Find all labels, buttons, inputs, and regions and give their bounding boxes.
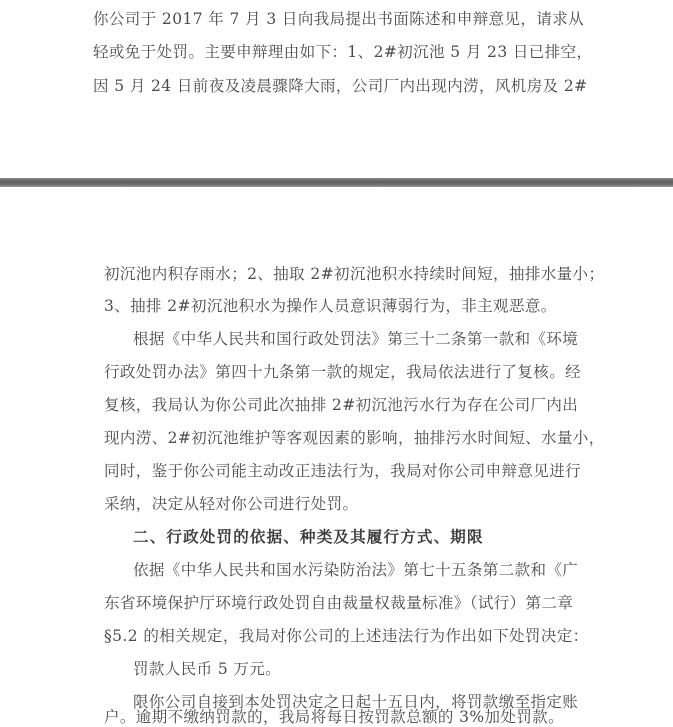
paragraph-review-line-6: 采纳，决定从轻对你公司进行处罚。 xyxy=(104,495,359,513)
document-page-top xyxy=(0,0,673,178)
text-line-5: 3、抽排 2#初沉池积水为操作人员意识薄弱行为，非主观恶意。 xyxy=(104,297,557,315)
section-heading: 二、行政处罚的依据、种类及其履行方式、期限 xyxy=(133,527,484,546)
paragraph-basis-line-2: 东省环境保护厅环境行政处罚自由裁量权裁量标准》（试行）第二章 xyxy=(104,594,574,612)
paragraph-review-line-1: 根据《中华人民共和国行政处罚法》第三十二条第一款和《环境 xyxy=(133,330,579,348)
text-line-4: 初沉池内积存雨水；2、抽取 2#初沉池积水持续时间短，抽排水量小； xyxy=(104,265,605,283)
document-page-bottom xyxy=(0,187,673,726)
text-line-2: 轻或免于处罚。主要申辩理由如下：1、2#初沉池 5 月 23 日已排空， xyxy=(93,43,593,61)
paragraph-review-line-3: 复核，我局认为你公司此次抽排 2#初沉池污水行为存在公司厂内出 xyxy=(104,396,579,414)
paragraph-payment-line-1: 限你公司自接到本处罚决定之日起十五日内，将罚款缴至指定账 xyxy=(133,693,579,711)
paragraph-review-line-5: 同时，鉴于你公司能主动改正违法行为，我局对你公司申辩意见进行 xyxy=(104,462,582,480)
paragraph-payment-line-2: 户。逾期不缴纳罚款的，我局将每日按罚款总额的 3%加处罚款。 xyxy=(104,708,565,726)
penalty-amount-line: 罚款人民币 5 万元。 xyxy=(133,660,282,678)
text-line-3: 因 5 月 24 日前夜及凌晨骤降大雨，公司厂内出现内涝，风机房及 2# xyxy=(93,77,588,95)
paragraph-basis-line-3: §5.2 的相关规定，我局对你公司的上述违法行为作出如下处罚决定： xyxy=(104,627,589,645)
page-break-divider xyxy=(0,178,673,187)
text-line-1: 你公司于 2017 年 7 月 3 日向我局提出书面陈述和申辩意见，请求从 xyxy=(93,10,585,28)
paragraph-basis-line-1: 依据《中华人民共和国水污染防治法》第七十五条第二款和《广 xyxy=(133,561,579,579)
paragraph-review-line-4: 现内涝、2#初沉池维护等客观因素的影响，抽排污水时间短、水量小， xyxy=(104,429,605,447)
paragraph-review-line-2: 行政处罚办法》第四十九条第一款的规定，我局依法进行了复核。经 xyxy=(104,363,582,381)
